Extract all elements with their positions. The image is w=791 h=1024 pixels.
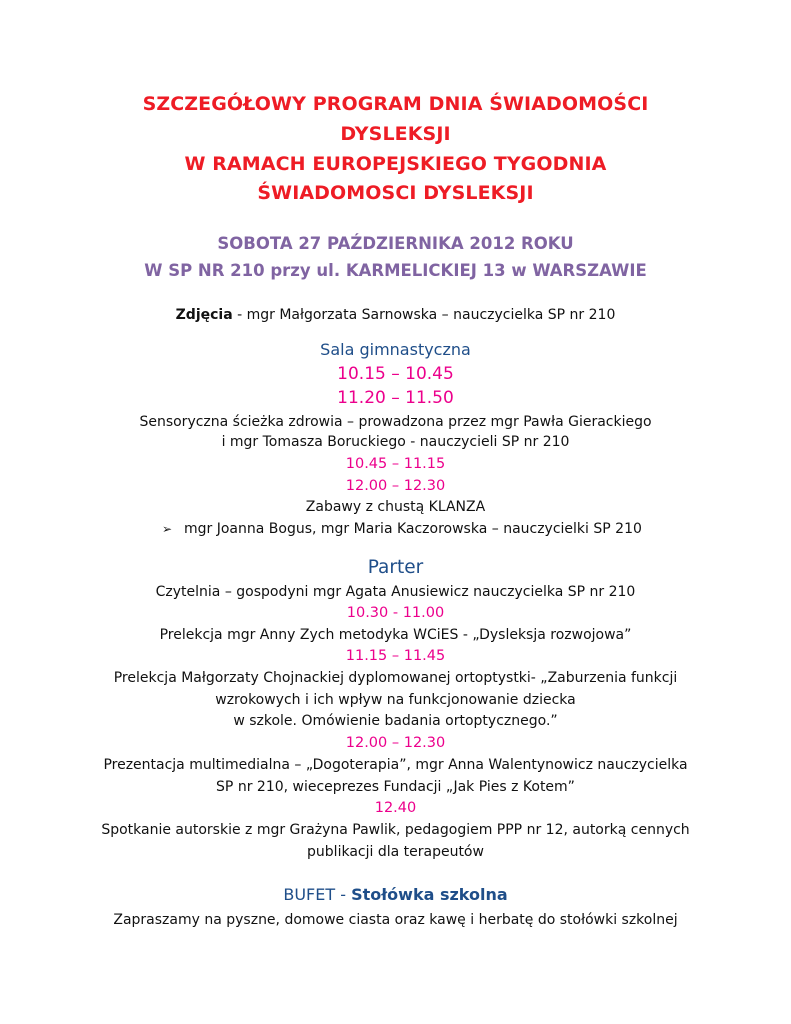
- parter-lecture-2-line-3: w szkole. Omówienie badania ortoptycznego.”: [233, 713, 558, 729]
- gym-time-4: 12.00 – 12.30: [345, 478, 446, 494]
- buffet-heading: [0, 885, 791, 904]
- parter-time-4: 12.40: [374, 800, 417, 816]
- gym-desc-2: Zabawy z chustą KLANZA: [305, 499, 486, 515]
- parter-lecture-2-line-2: wzrokowych i ich wpływ na funkcjonowanie dziecka: [215, 692, 576, 708]
- buffet-heading-part-2: Stołówka szkolna: [351, 885, 508, 904]
- title-line-1: SZCZEGÓŁOWY PROGRAM DNIA ŚWIADOMOŚCI: [142, 93, 649, 115]
- parter-meeting-line-2: publikacji dla terapeutów: [307, 844, 484, 860]
- gym-desc-1-line-1: Sensoryczna ścieżka zdrowia – prowadzona przez mgr Pawła Gierackiego: [139, 414, 652, 430]
- gym-time-1: 10.15 – 10.45: [337, 364, 454, 384]
- gym-bullet-item: [162, 521, 642, 537]
- buffet-text: Zapraszamy na pyszne, domowe ciasta oraz kawę i herbatę do stołówki szkolnej: [113, 912, 678, 928]
- parter-presentation-line-2: SP nr 210, wieceprezes Fundacji „Jak Pies z Kotem”: [216, 779, 575, 795]
- parter-presentation-line-1: Prezentacja multimedialna – „Dogoterapia”, mgr Anna Walentynowicz nauczycielka: [103, 757, 688, 773]
- parter-reading-room: Czytelnia – gospodyni mgr Agata Anusiewicz nauczycielka SP nr 210: [155, 584, 636, 600]
- title-line-3: W RAMACH EUROPEJSKIEGO TYGODNIA: [184, 153, 607, 175]
- photos-credit: [0, 307, 791, 323]
- photos-text: - mgr Małgorzata Sarnowska – nauczycielka SP nr 210: [232, 307, 616, 323]
- parter-lecture-2-line-1: Prelekcja Małgorzaty Chojnackiej dyplomowanej ortoptystki- „Zaburzenia funkcji: [113, 670, 678, 686]
- arrow-bullet-icon: ➢: [162, 522, 173, 536]
- location-line: W SP NR 210 przy ul. KARMELICKIEJ 13 w WARSZAWIE: [144, 261, 647, 280]
- gym-bullet-text: mgr Joanna Bogus, mgr Maria Kaczorowska – nauczycielki SP 210: [184, 521, 642, 537]
- parter-heading: Parter: [367, 557, 424, 578]
- parter-time-3: 12.00 – 12.30: [345, 735, 446, 751]
- title-line-2: DYSLEKSJI: [340, 123, 451, 145]
- gym-heading: Sala gimnastyczna: [320, 340, 471, 359]
- title-line-4: ŚWIADOMOSCI DYSLEKSJI: [257, 182, 534, 204]
- parter-time-1: 10.30 - 11.00: [346, 605, 445, 621]
- gym-desc-1-line-2: i mgr Tomasza Boruckiego - nauczycieli SP nr 210: [221, 434, 570, 450]
- parter-time-2: 11.15 – 11.45: [345, 648, 446, 664]
- parter-lecture-1: Prelekcja mgr Anny Zych metodyka WCiES - „Dysleksja rozwojowa”: [159, 627, 632, 643]
- gym-time-2: 11.20 – 11.50: [337, 388, 454, 408]
- date-line: SOBOTA 27 PAŹDZIERNIKA 2012 ROKU: [217, 234, 574, 253]
- gym-time-3: 10.45 – 11.15: [345, 456, 446, 472]
- photos-label: Zdjęcia: [175, 307, 233, 323]
- parter-meeting-line-1: Spotkanie autorskie z mgr Grażyna Pawlik, pedagogiem PPP nr 12, autorką cennych: [101, 822, 690, 838]
- buffet-heading-part-1: BUFET -: [283, 885, 352, 904]
